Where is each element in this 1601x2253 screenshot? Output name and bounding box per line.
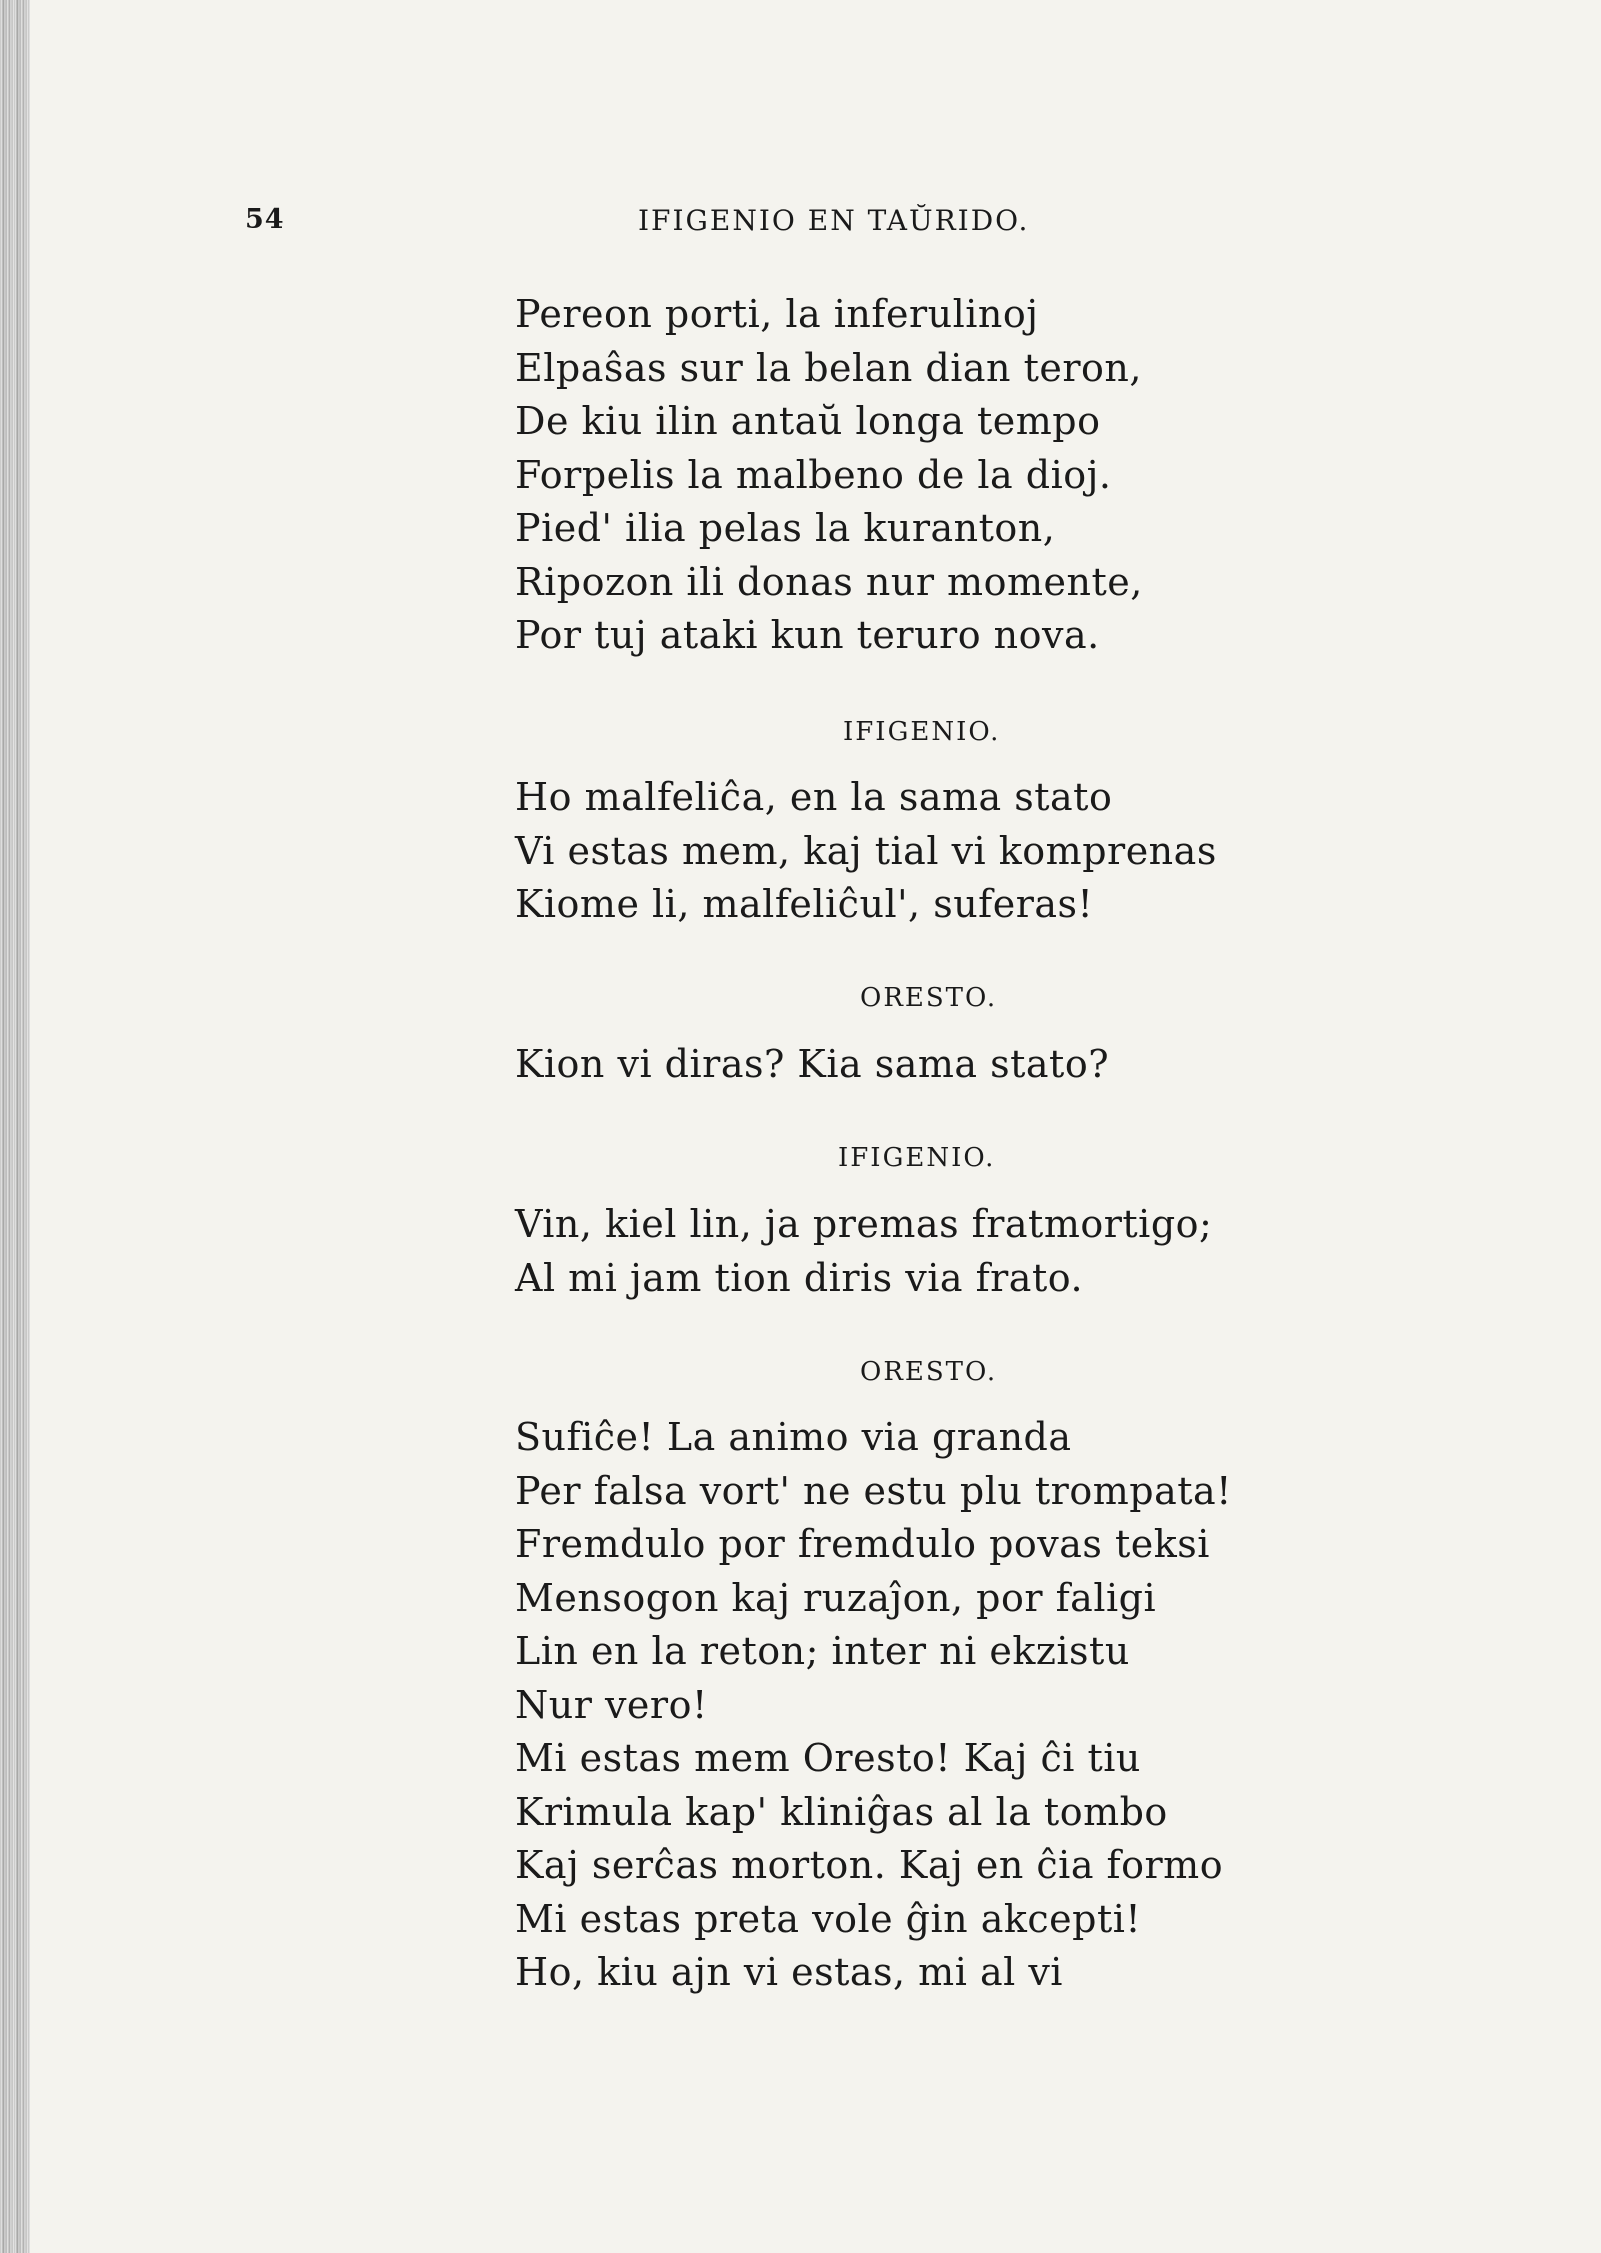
- verse-line: De kiu ilin antaŭ longa tempo: [515, 399, 1101, 443]
- verse-line: Fremdulo por fremdulo povas teksi: [515, 1522, 1210, 1566]
- verse-line: Nur vero!: [515, 1682, 708, 1727]
- verse-block-3: [515, 1038, 1109, 1092]
- verse-line: Pied' ilia pelas la kuranton,: [515, 506, 1056, 550]
- verse-line: Kaj serĉas morton. Kaj en ĉia formo: [515, 1843, 1224, 1887]
- verse-line: Forpelis la malbeno de la dioj.: [515, 452, 1112, 497]
- verse-line: Mensogon kaj ruzaĵon, por faligi: [515, 1575, 1157, 1620]
- verse-line: Lin en la reton; inter ni ekzistu: [515, 1629, 1130, 1673]
- verse-line: Kion vi diras? Kia sama stato?: [515, 1042, 1110, 1086]
- verse-block-1: [515, 288, 1143, 663]
- verse-line: Por tuj ataki kun teruro nova.: [515, 613, 1100, 657]
- verse-block-5: [515, 1411, 1232, 2000]
- verse-line: Sufiĉe! La animo via granda: [515, 1415, 1072, 1459]
- verse-line: Kiome li, malfeliĉul', suferas!: [515, 882, 1094, 926]
- verse-line: Elpaŝas sur la belan dian teron,: [515, 345, 1142, 390]
- speaker-name: IFIGENIO.: [843, 717, 1001, 747]
- page-header: [0, 204, 1601, 244]
- verse-line: Pereon porti, la inferulinoj: [515, 292, 1039, 336]
- page-number: 54: [245, 204, 285, 235]
- verse-line: Vi estas mem, kaj tial vi komprenas: [515, 828, 1217, 873]
- verse-line: Mi estas preta vole ĝin akcepti!: [515, 1896, 1142, 1941]
- verse-line: Ho malfeliĉa, en la sama stato: [515, 775, 1113, 819]
- verse-line: Mi estas mem Oresto! Kaj ĉi tiu: [515, 1736, 1141, 1780]
- book-binding-edge: [0, 0, 30, 2253]
- running-title: IFIGENIO EN TAŬRIDO.: [638, 204, 1030, 237]
- verse-block-4: [515, 1198, 1212, 1305]
- verse-line: Per falsa vort' ne estu plu trompata!: [515, 1468, 1232, 1513]
- verse-block-2: [515, 771, 1217, 932]
- verse-line: Ripozon ili donas nur momente,: [515, 559, 1143, 604]
- verse-line: Ho, kiu ajn vi estas, mi al vi: [515, 1950, 1063, 1994]
- verse-line: Vin, kiel lin, ja premas fratmortigo;: [515, 1202, 1213, 1246]
- speaker-name: IFIGENIO.: [838, 1143, 996, 1173]
- verse-line: Al mi jam tion diris via frato.: [515, 1255, 1084, 1300]
- verse-line: Krimula kap' kliniĝas al la tombo: [515, 1789, 1168, 1834]
- speaker-name: ORESTO.: [860, 983, 998, 1013]
- speaker-name: ORESTO.: [860, 1357, 998, 1387]
